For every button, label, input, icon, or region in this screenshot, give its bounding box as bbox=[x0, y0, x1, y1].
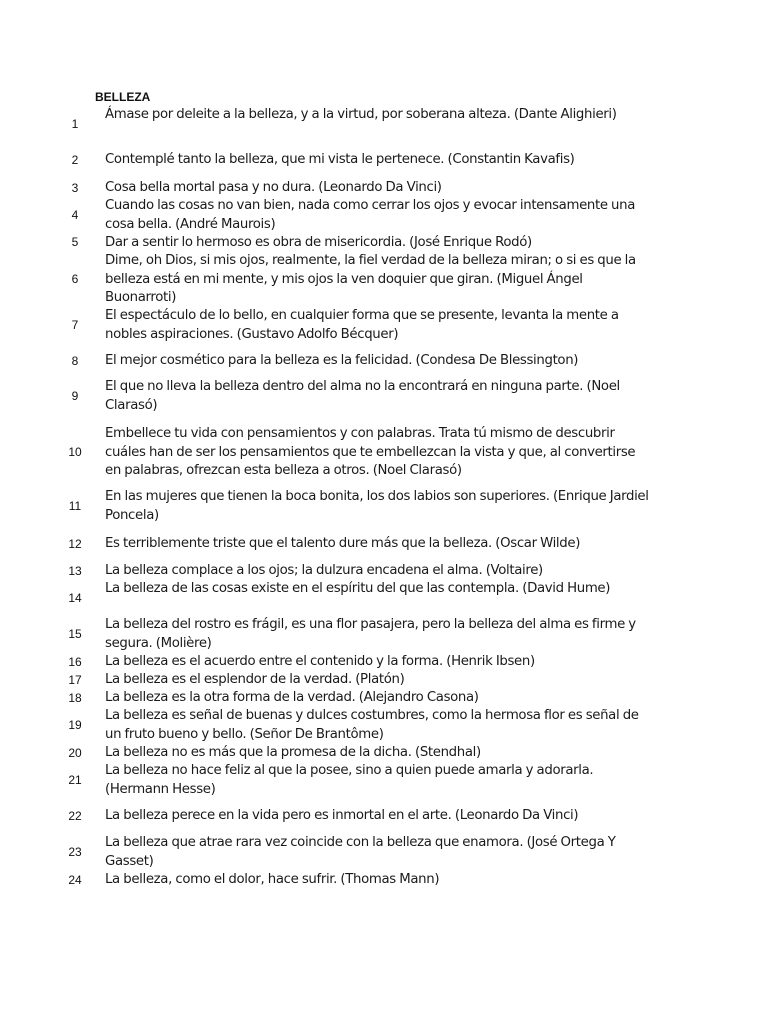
quote-number: 8 bbox=[71, 354, 79, 368]
quote-number: 19 bbox=[68, 718, 82, 732]
quote-text: El mejor cosmético para la belleza es la felicidad. (Condesa De Blessington) bbox=[105, 353, 579, 368]
quote-number: 4 bbox=[71, 208, 79, 222]
quote-text: Cosa bella mortal pasa y no dura. (Leonardo Da Vinci) bbox=[105, 180, 442, 195]
quote-text: La belleza no es más que la promesa de la dicha. (Stendhal) bbox=[105, 745, 481, 760]
document-title: BELLEZA bbox=[95, 90, 151, 104]
quote-text: Dar a sentir lo hermoso es obra de misericordia. (José Enrique Rodó) bbox=[105, 235, 532, 250]
quote-number: 6 bbox=[71, 272, 79, 286]
quote-text: La belleza es señal de buenas y dulces costumbres, como la hermosa flor es señal de un fruto bueno y bello. (Señor De Brantôme) bbox=[105, 708, 639, 742]
quote-text: Ámase por deleite a la belleza, y a la virtud, por soberana alteza. (Dante Alighieri) bbox=[105, 107, 617, 122]
quote-text: La belleza, como el dolor, hace sufrir. (Thomas Mann) bbox=[105, 872, 440, 887]
quote-text: La belleza no hace feliz al que la posee, sino a quien puede amarla y adorarla. (Hermann Hesse) bbox=[105, 763, 594, 797]
quote-number: 17 bbox=[68, 673, 82, 687]
quote-number: 7 bbox=[71, 318, 79, 332]
quote-text: La belleza es la otra forma de la verdad. (Alejandro Casona) bbox=[105, 690, 479, 705]
quote-text: El que no lleva la belleza dentro del alma no la encontrará en ninguna parte. (Noel Clarasó) bbox=[105, 379, 620, 413]
quote-number: 21 bbox=[68, 773, 82, 787]
quote-number: 10 bbox=[68, 445, 82, 459]
quote-text: La belleza de las cosas existe en el espíritu del que las contempla. (David Hume) bbox=[105, 581, 611, 596]
quote-text: El espectáculo de lo bello, en cualquier forma que se presente, levanta la mente a nobles aspiraciones. (Gustavo Adolfo Bécquer) bbox=[105, 308, 619, 342]
quote-number: 11 bbox=[68, 499, 82, 513]
quote-number: 20 bbox=[68, 746, 82, 760]
quote-number: 2 bbox=[71, 153, 79, 167]
quote-number: 3 bbox=[71, 181, 79, 195]
quote-number: 22 bbox=[68, 809, 82, 823]
quote-number: 1 bbox=[71, 117, 79, 131]
quote-number: 16 bbox=[68, 655, 82, 669]
quote-number: 5 bbox=[71, 235, 79, 249]
quote-text: Es terriblemente triste que el talento dure más que la belleza. (Oscar Wilde) bbox=[105, 536, 581, 551]
quote-number: 9 bbox=[71, 389, 79, 403]
quote-text: La belleza que atrae rara vez coincide con la belleza que enamora. (José Ortega Y Gasset) bbox=[105, 835, 616, 869]
quote-text: Contemplé tanto la belleza, que mi vista le pertenece. (Constantin Kavafis) bbox=[105, 152, 575, 167]
quote-number: 12 bbox=[68, 537, 82, 551]
quote-text: La belleza es el acuerdo entre el contenido y la forma. (Henrik Ibsen) bbox=[105, 654, 535, 669]
quote-text: Cuando las cosas no van bien, nada como cerrar los ojos y evocar intensamente una cosa bella. (André Maurois) bbox=[105, 198, 635, 232]
quote-text: Dime, oh Dios, si mis ojos, realmente, la fiel verdad de la belleza miran; o si es que la belleza está en mi mente, y mis ojos la ven doquier que giran. (Miguel Ángel Buonarroti) bbox=[105, 253, 636, 305]
quote-number: 15 bbox=[68, 627, 82, 641]
quote-number: 23 bbox=[68, 845, 82, 859]
quote-number: 18 bbox=[68, 691, 82, 705]
quote-text: La belleza del rostro es frágil, es una flor pasajera, pero la belleza del alma es firme y segura. (Molière) bbox=[105, 617, 636, 651]
quote-number: 24 bbox=[68, 873, 82, 887]
quote-text: La belleza perece en la vida pero es inmortal en el arte. (Leonardo Da Vinci) bbox=[105, 808, 579, 823]
quote-text: En las mujeres que tienen la boca bonita, los dos labios son superiores. (Enrique Jardiel Poncela) bbox=[105, 489, 649, 523]
quote-text: La belleza es el esplendor de la verdad. (Platón) bbox=[105, 672, 405, 687]
quote-text: Embellece tu vida con pensamientos y con palabras. Trata tú mismo de descubrir cuáles han de ser los pensamientos que te embellezcan la vista y que, al convertirse en palabras, ofrezcan esta belleza a otros. (Noel Clarasó) bbox=[105, 426, 636, 478]
quote-number: 14 bbox=[68, 591, 82, 605]
quote-number: 13 bbox=[68, 564, 82, 578]
quote-text: La belleza complace a los ojos; la dulzura encadena el alma. (Voltaire) bbox=[105, 563, 543, 578]
